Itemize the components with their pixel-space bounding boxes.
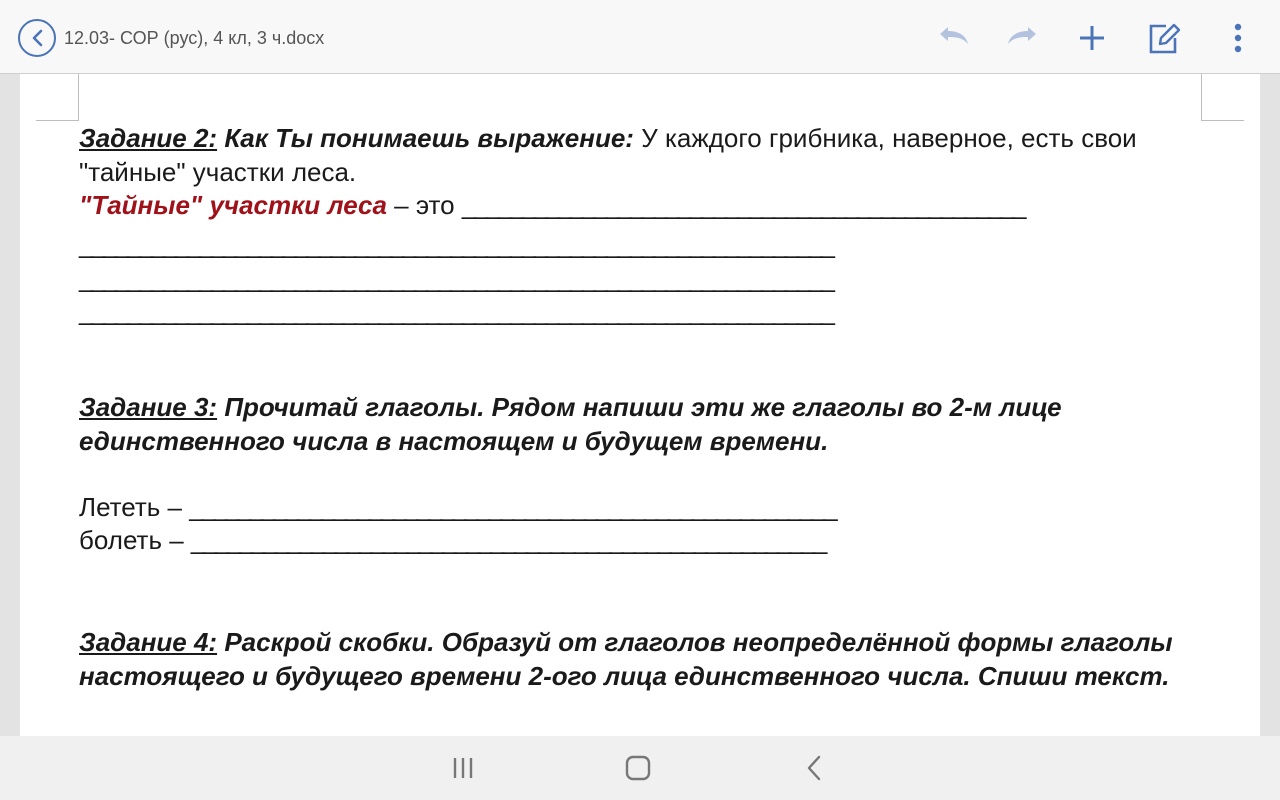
task2-phrase: "Тайные" участки леса [79,190,387,220]
verb1-line [79,490,835,524]
page-margin-mark-left [36,74,79,121]
task2-question: Как Ты понимаешь выражение: [217,123,634,153]
task3-text: Прочитай глаголы. Рядом напиши эти же глаголы во 2-м лице [217,392,1062,422]
redo-button[interactable] [1004,20,1040,56]
back-nav-button[interactable] [795,752,835,784]
edit-button[interactable] [1146,20,1182,56]
system-nav-bar [0,736,1280,800]
add-icon [1074,20,1110,56]
back-nav-icon [803,752,827,784]
verb2-label: болеть – [79,525,191,555]
task4-text: Раскрой скобки. Образуй от глаголов неопределённой формы глаголы [217,627,1173,657]
add-button[interactable] [1074,20,1110,56]
answer-blank-line: _______________________________________________________________ [79,229,833,259]
answer-blank: _______________________________________________ [461,190,1024,220]
task3-line1 [79,390,1062,424]
more-vert-icon [1220,20,1256,56]
task2-line2: "тайные" участки леса. [79,157,357,187]
task2-line3 [79,188,1024,222]
task2-line1 [79,121,1137,155]
edit-icon [1146,20,1182,56]
task3-heading: Задание 3: [79,392,218,422]
task4-line2: настоящего и будущего времени 2-ого лица единственного числа. Спиши текст. [79,661,1170,691]
verb1-label: Лететь – [79,492,190,522]
page-margin-mark-right [1201,74,1244,121]
recent-apps-button[interactable] [443,752,483,784]
task4-line1 [79,625,1173,659]
answer-blank: ______________________________________________________ [189,492,836,522]
answer-blank-line: _______________________________________________________________ [79,263,833,293]
verb2-line [79,523,825,557]
recent-apps-icon [451,752,475,784]
task3-line2: единственного числа в настоящем и будущем времени. [79,426,829,456]
task2-dash-this: – это [386,190,462,220]
app-bar [0,0,1280,74]
task2-text: У каждого грибника, наверное, есть свои [633,123,1137,153]
document-page[interactable] [20,74,1260,736]
answer-blank-line: _______________________________________________________________ [79,296,833,326]
more-options-button[interactable] [1220,20,1256,56]
undo-button[interactable] [936,20,972,56]
answer-blank: _____________________________________________________ [190,525,825,555]
undo-icon [936,20,972,56]
task4-heading: Задание 4: [79,627,218,657]
document-title: 12.03- СОР (рус), 4 кл, 3 ч.docx [64,28,325,48]
task2-heading: Задание 2: [79,123,218,153]
back-button[interactable] [18,19,56,57]
home-button[interactable] [618,752,658,784]
redo-icon [1004,20,1040,56]
home-icon [624,752,652,784]
back-icon [29,29,47,47]
